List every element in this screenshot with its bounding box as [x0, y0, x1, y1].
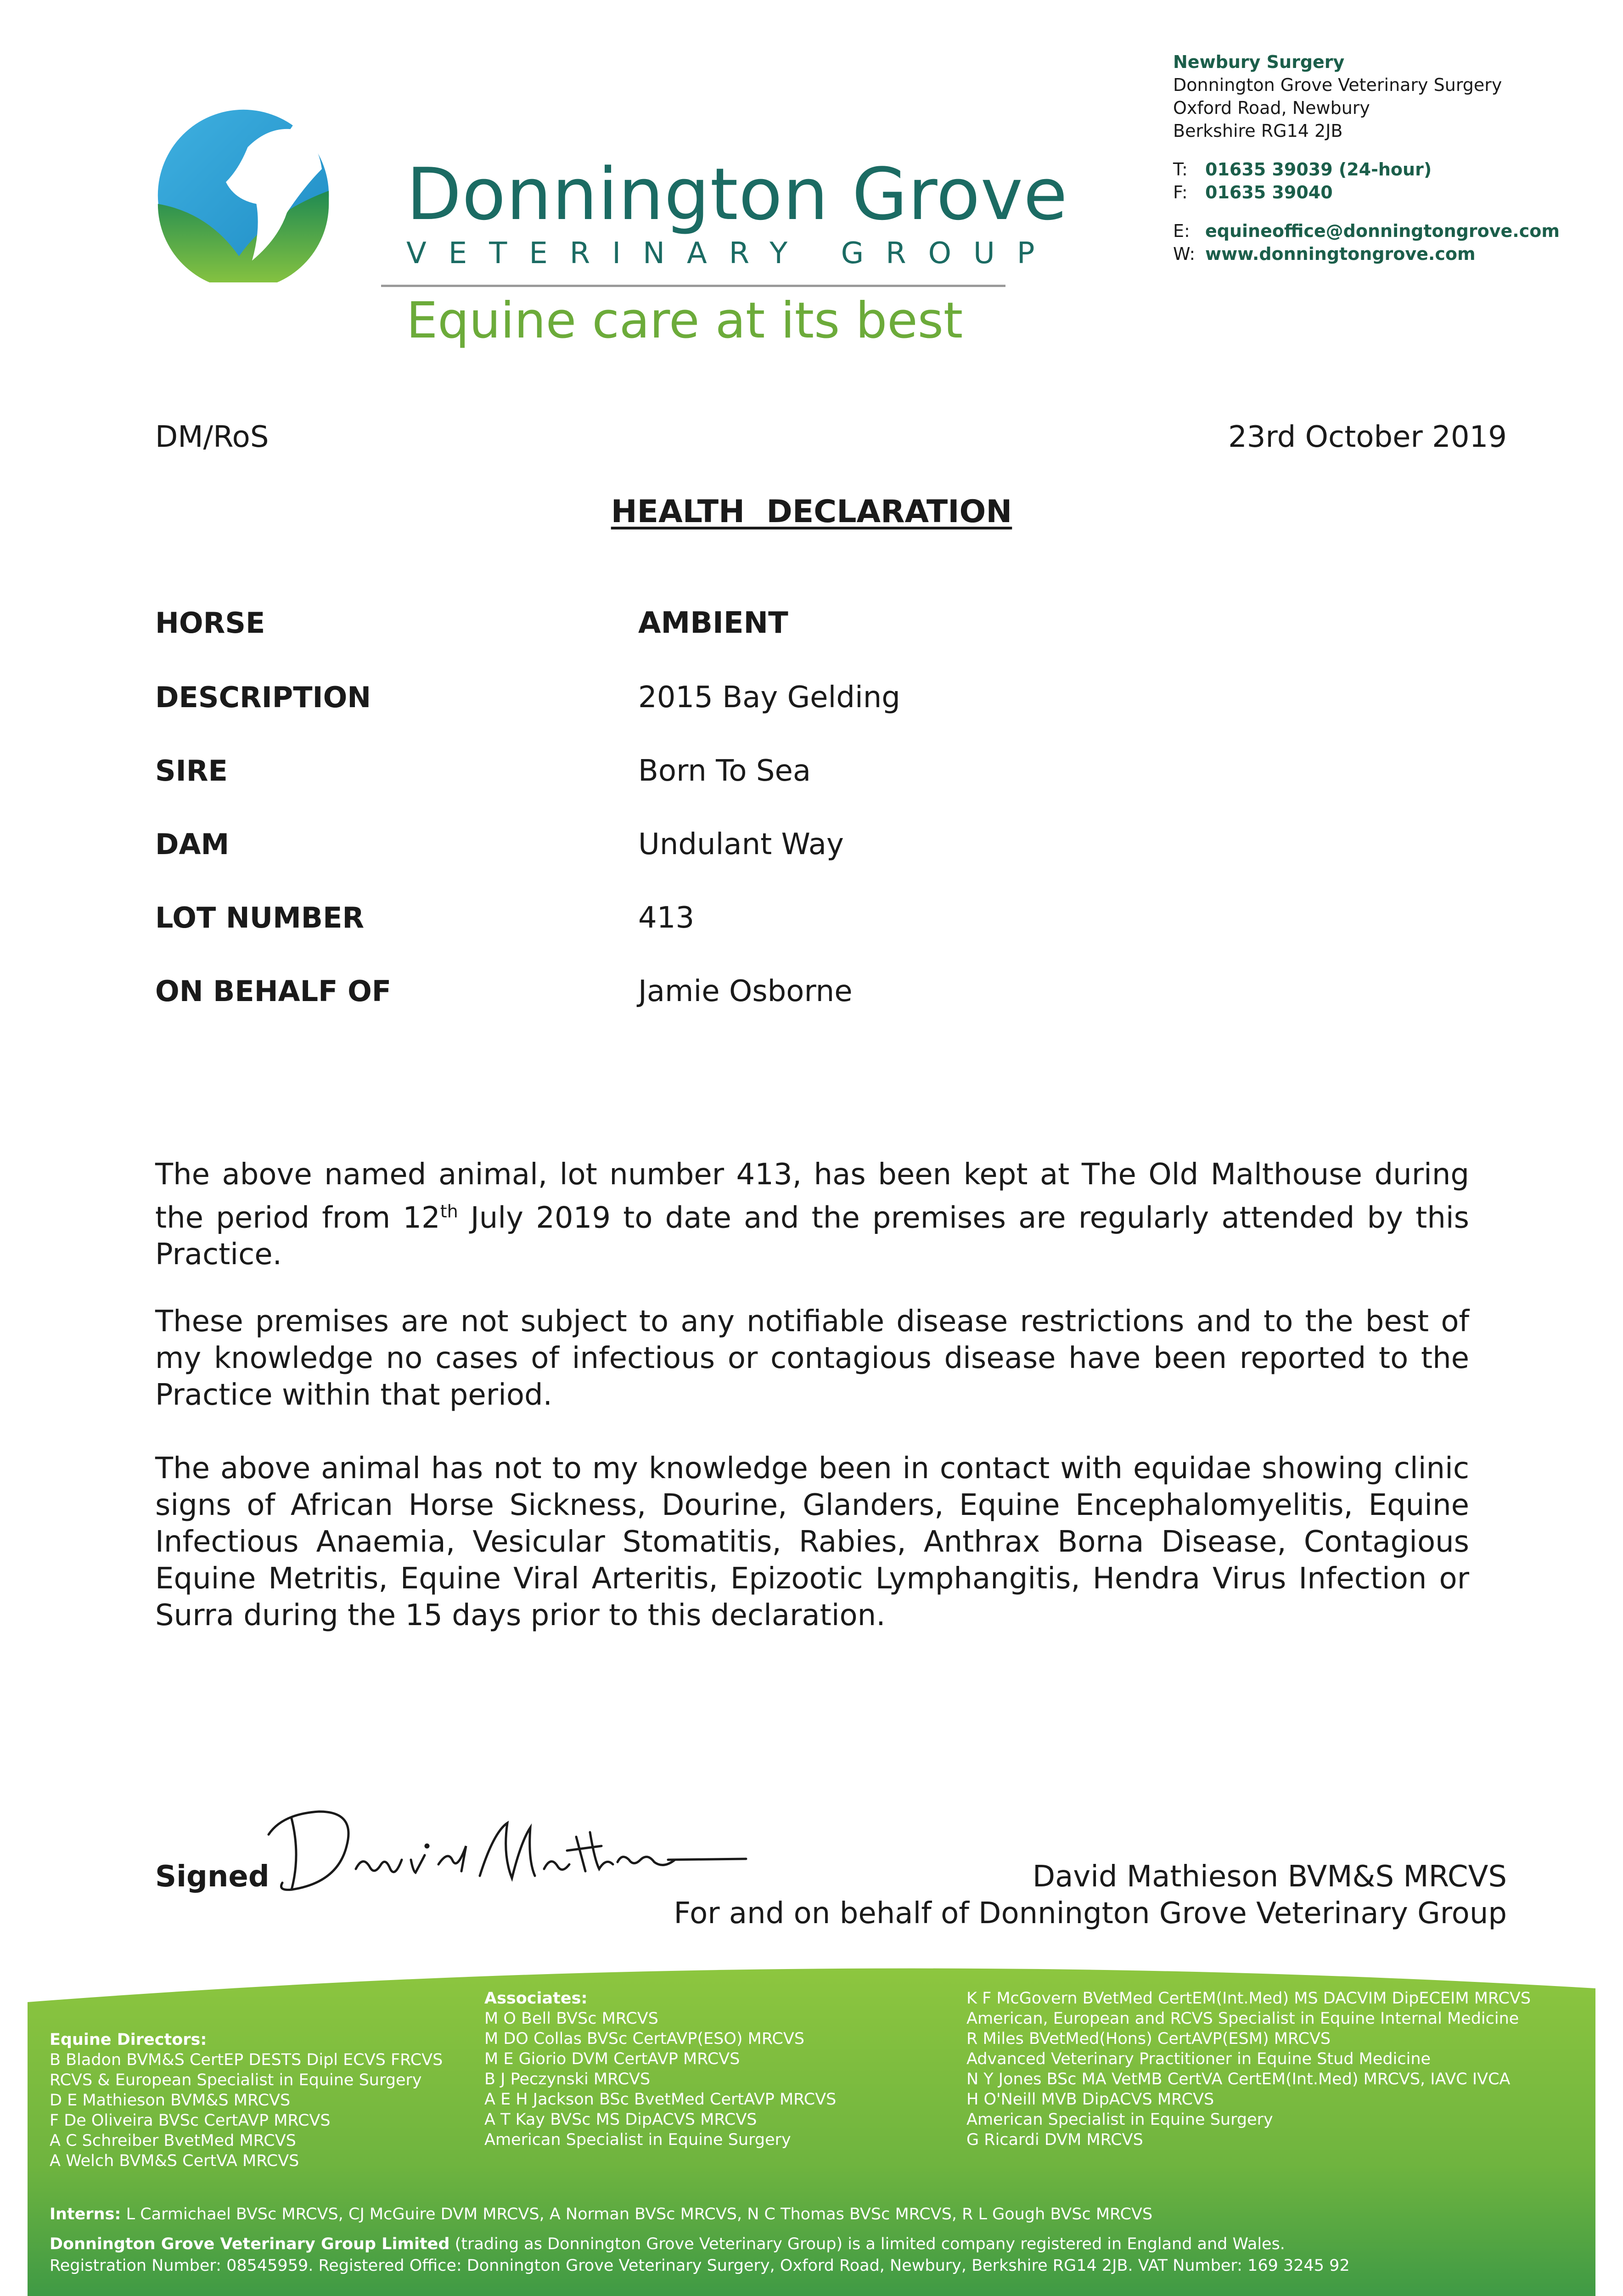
website-link[interactable]: www.donningtongrove.com	[1205, 244, 1476, 264]
list-item: D E Mathieson BVM&S MRCVS	[50, 2091, 291, 2110]
company-line	[50, 2234, 1565, 2254]
address-line: Berkshire RG14 2JB	[1173, 121, 1343, 141]
field-label-lot-number: LOT NUMBER	[155, 901, 365, 934]
list-item: B J Peczynski MRCVS	[484, 2070, 651, 2088]
field-value-dam: Undulant Way	[638, 827, 844, 861]
fax-label: F:	[1173, 182, 1188, 203]
surgery-name: Newbury Surgery	[1173, 52, 1345, 72]
contact-block	[1173, 51, 1614, 265]
list-item: M DO Collas BVSc CertAVP(ESO) MRCVS	[484, 2030, 805, 2048]
list-item: A C Schreiber BvetMed MRCVS	[50, 2132, 296, 2150]
list-item: American, European and RCVS Specialist in Equine Internal Medicine	[966, 2009, 1519, 2028]
address-line: Donnington Grove Veterinary Surgery	[1173, 75, 1502, 95]
list-item: M O Bell BVSc MRCVS	[484, 2009, 658, 2028]
interns-text: L Carmichael BVSc MRCVS, CJ McGuire DVM MRCVS, A Norman BVSc MRCVS, N C Thomas BVSc MRCVS, R L Gough BVSc MRCVS	[126, 2205, 1153, 2223]
field-label-on-behalf-of: ON BEHALF OF	[155, 974, 392, 1008]
paragraph	[155, 1156, 1469, 1273]
brand-subtitle: VETERINARY GROUP	[406, 236, 1057, 270]
list-item: R Miles BVetMed(Hons) CertAVP(ESM) MRCVS	[966, 2030, 1331, 2048]
list-item: RCVS & European Specialist in Equine Surgery	[50, 2071, 422, 2089]
list-item: B Bladon BVM&S CertEP DESTS Dipl ECVS FRCVS	[50, 2051, 443, 2069]
brand-name: Donnington Grove	[406, 152, 1068, 236]
list-item: Advanced Veterinary Practitioner in Equine Stud Medicine	[966, 2050, 1431, 2068]
logo-icon	[156, 108, 331, 282]
tagline: Equine care at its best	[406, 292, 963, 349]
paragraph: The above animal has not to my knowledge been in contact with equidae showing clinic signs of African Horse Sickness, Dourine, Glanders, Equine Encephalomyelitis, Equine Infectious Anaemia, Vesicular Stomatitis, Rabies, Anthrax Borna Disease, Contagious Equine Metritis, Equine Viral Arteritis, Epizootic Lymphangitis, Hendra Virus Infection or Surra during the 15 days prior to this declaration.	[155, 1452, 1469, 1632]
company-text: (trading as Donnington Grove Veterinary Group) is a limited company registered in England and Wales.	[455, 2235, 1285, 2253]
list-item: American Specialist in Equine Surgery	[484, 2131, 791, 2149]
associates-list-continued	[966, 1988, 1609, 2150]
field-label-description: DESCRIPTION	[155, 681, 371, 714]
associates-heading: Associates:	[484, 1989, 588, 2008]
address-line: Oxford Road, Newbury	[1173, 98, 1370, 118]
list-item: M E Giorio DVM CertAVP MRCVS	[484, 2050, 740, 2068]
signature	[264, 1791, 751, 1910]
list-item: K F McGovern BVetMed CertEM(Int.Med) MS DACVIM DipECEIM MRCVS	[966, 1989, 1531, 2008]
paragraph-text: July 2019 to date and the premises are regularly attended by this Practice.	[155, 1201, 1470, 1272]
signer-organisation: For and on behalf of Donnington Grove Veterinary Group	[674, 1896, 1507, 1930]
list-item: A Welch BVM&S CertVA MRCVS	[50, 2152, 299, 2170]
signed-label: Signed	[155, 1860, 270, 1894]
phone-label: T:	[1173, 159, 1188, 180]
list-item: A T Kay BVSc MS DipACVS MRCVS	[484, 2110, 757, 2129]
field-label-sire: SIRE	[155, 754, 228, 788]
superscript: th	[440, 1201, 458, 1221]
fax-number: 01635 39040	[1205, 182, 1333, 203]
list-item: American Specialist in Equine Surgery	[966, 2110, 1273, 2129]
title-text: HEALTH DECLARATION	[611, 494, 1012, 530]
field-value-horse: AMBIENT	[638, 606, 788, 640]
list-item: H O'Neill MVB DipACVS MRCVS	[966, 2090, 1214, 2109]
interns-line	[50, 2204, 1565, 2224]
page-title	[0, 494, 1623, 530]
interns-heading: Interns:	[50, 2205, 121, 2223]
list-item: N Y Jones BSc MA VetMB CertVA CertEM(Int.Med) MRCVS, IAVC IVCA	[966, 2070, 1511, 2088]
signer-name: David Mathieson BVM&S MRCVS	[1032, 1860, 1507, 1894]
list-item: F De Oliveira BVSc CertAVP MRCVS	[50, 2111, 331, 2130]
phone-number[interactable]: 01635 39039 (24-hour)	[1205, 159, 1432, 180]
field-value-on-behalf-of: Jamie Osborne	[638, 974, 853, 1008]
associates-list	[484, 1988, 943, 2150]
field-label-dam: DAM	[155, 827, 230, 861]
directors-heading: Equine Directors:	[50, 2031, 207, 2049]
letter-date: 23rd October 2019	[1228, 420, 1507, 454]
brand-divider	[381, 285, 1005, 287]
reference: DM/RoS	[155, 420, 269, 454]
field-label-horse: HORSE	[155, 606, 265, 640]
email-link[interactable]: equineoffice@donningtongrove.com	[1205, 221, 1560, 241]
list-item: A E H Jackson BSc BvetMed CertAVP MRCVS	[484, 2090, 837, 2109]
field-value-sire: Born To Sea	[638, 754, 811, 788]
web-label: W:	[1173, 244, 1196, 264]
email-label: E:	[1173, 221, 1190, 241]
list-item: G Ricardi DVM MRCVS	[966, 2131, 1143, 2149]
registration-line: Registration Number: 08545959. Registered Office: Donnington Grove Veterinary Surgery, Oxford Road, Newbury, Berkshire RG14 2JB. VAT Number: 169 3245 92	[50, 2257, 1350, 2275]
directors-list	[50, 2030, 463, 2171]
paragraph: These premises are not subject to any notifiable disease restrictions and to the best of my knowledge no cases of infectious or contagious disease have been reported to the Practice within that period.	[155, 1305, 1469, 1412]
paragraph-text: The above named animal, lot number 413, has been kept at The Old Malthouse during the period from 12	[155, 1158, 1469, 1235]
field-value-lot-number: 413	[638, 901, 695, 935]
company-name: Donnington Grove Veterinary Group Limited	[50, 2235, 450, 2253]
field-value-description: 2015 Bay Gelding	[638, 681, 900, 715]
